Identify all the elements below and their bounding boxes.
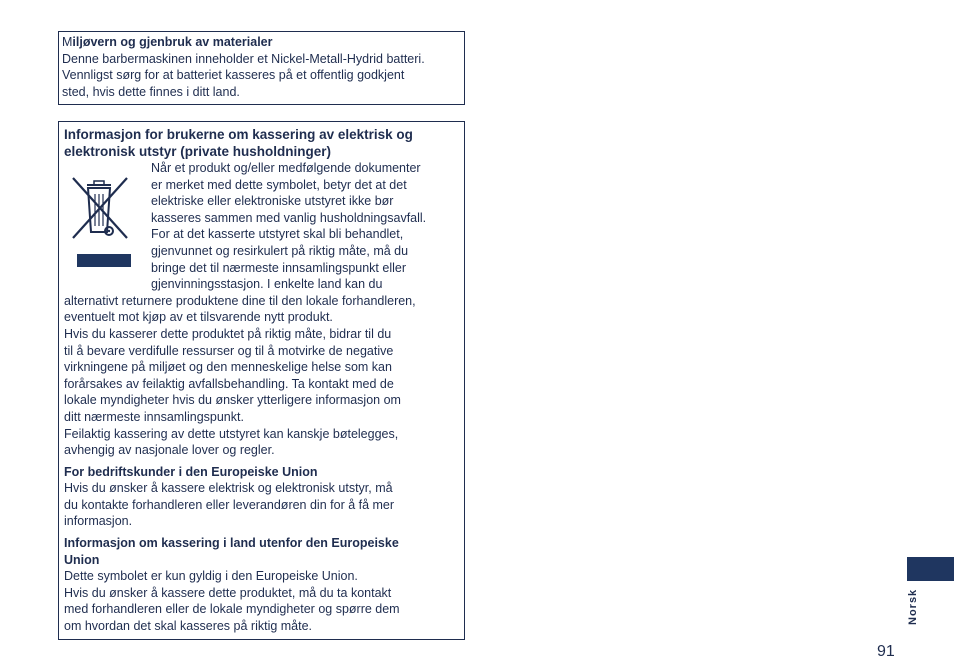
weee-heading-line-1: Informasjon for brukerne om kassering av elektrisk og: [64, 127, 413, 142]
language-label: Norsk: [907, 588, 919, 625]
weee-text-line: For at det kasserte utstyret skal bli behandlet,: [151, 227, 404, 242]
crossed-out-wheelie-bin-icon: [67, 174, 131, 268]
weee-text-line: gjenvinningsstasjon. I enkelte land kan du: [151, 277, 383, 292]
recycling-notice-box: [58, 31, 465, 105]
weee-text-line: er merket med dette symbolet, betyr det at det: [151, 177, 407, 192]
title-initial: M: [62, 35, 73, 49]
language-tab: [907, 557, 954, 581]
outside-eu-line: med forhandleren eller de lokale myndigheter og spørre dem: [64, 602, 400, 617]
outside-eu-line: om hvordan det skal kasseres på riktig måte.: [64, 619, 313, 634]
weee-body-line: alternativt returnere produktene dine til den lokale forhandleren,: [64, 293, 416, 308]
recycling-notice-title: [62, 34, 464, 51]
outside-eu-line: Dette symbolet er kun gyldig i den Europeiske Union.: [64, 569, 358, 584]
weee-body-line: avhengig av nasjonale lover og regler.: [64, 443, 275, 458]
weee-body-line: ditt nærmeste innsamlingspunkt.: [64, 409, 244, 424]
recycling-line-2: Vennligst sørg for at batteriet kasseres på et offentlig godkjent: [62, 68, 405, 83]
page-number: 91: [877, 643, 895, 660]
weee-body-line: Hvis du kasserer dette produktet på riktig måte, bidrar til du: [64, 326, 392, 341]
weee-heading-line-2: elektronisk utstyr (private husholdninger): [64, 144, 332, 159]
recycling-line-3: sted, hvis dette finnes i ditt land.: [62, 84, 240, 99]
weee-disposal-box: [58, 121, 465, 640]
weee-text-line: gjenvunnet og resirkulert på riktig måte, må du: [151, 243, 409, 258]
weee-text-line: elektriske eller elektroniske utstyret ikke bør: [151, 194, 394, 209]
weee-text-line: Når et produkt og/eller medfølgende dokumenter: [151, 161, 421, 175]
weee-text-line: bringe det til nærmeste innsamlingspunkt eller: [151, 260, 406, 275]
weee-text-line: kasseres sammen med vanlig husholdningsavfall.: [151, 210, 427, 225]
title-rest: iljøvern og gjenbruk av materialer: [72, 35, 273, 49]
weee-body-line: til å bevare verdifulle ressurser og til å motvirke de negative: [64, 343, 394, 358]
weee-body-line: forårsakes av feilaktig avfallsbehandling. Ta kontakt med de: [64, 376, 394, 391]
business-line: Hvis du ønsker å kassere elektrisk og elektronisk utstyr, må: [64, 481, 393, 496]
business-heading: For bedriftskunder i den Europeiske Union: [64, 464, 318, 479]
business-line: informasjon.: [64, 514, 133, 529]
weee-body-line: virkningene på miljøet og den menneskelige helse som kan: [64, 360, 392, 375]
outside-eu-heading-line-1: Informasjon om kassering i land utenfor den Europeiske: [64, 536, 399, 551]
weee-body-line: lokale myndigheter hvis du ønsker ytterligere informasjon om: [64, 393, 401, 408]
business-line: du kontakte forhandleren eller leverandøren din for å få mer: [64, 497, 395, 512]
weee-body-text: [64, 293, 464, 459]
weee-body-line: Feilaktig kassering av dette utstyret kan kanskje bøtelegges,: [64, 426, 399, 441]
recycling-line-1: Denne barbermaskinen inneholder et Nickel-Metall-Hydrid batteri.: [62, 51, 425, 66]
weee-body-line: eventuelt mot kjøp av et tilsvarende nytt produkt.: [64, 310, 333, 325]
outside-eu-heading-line-2: Union: [64, 552, 100, 567]
outside-eu-line: Hvis du ønsker å kassere dette produktet, må du ta kontakt: [64, 585, 392, 600]
